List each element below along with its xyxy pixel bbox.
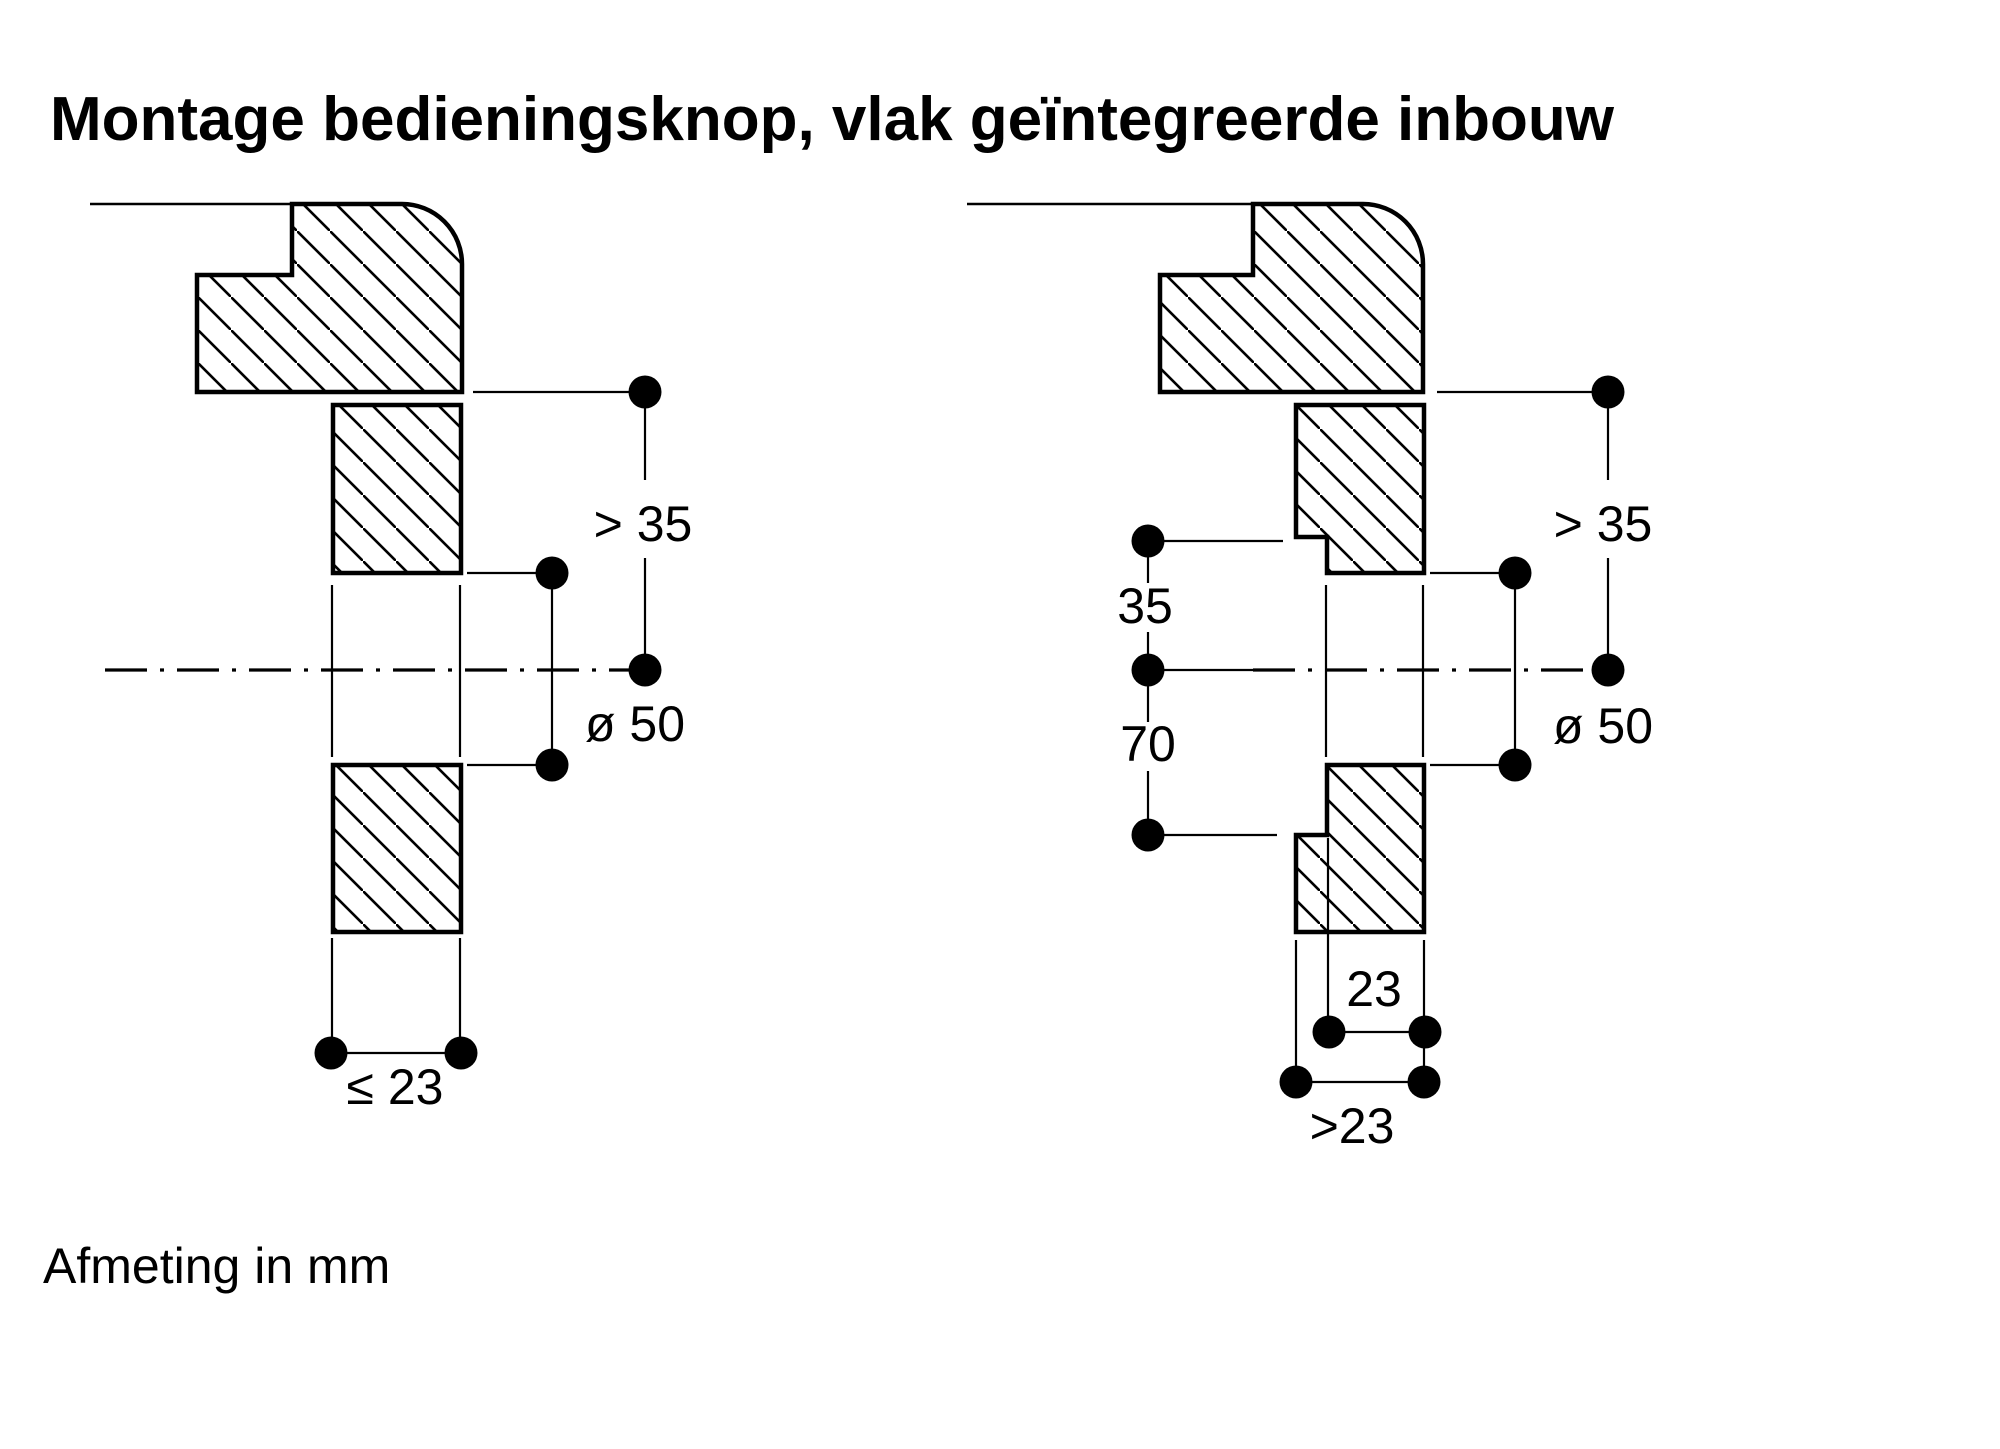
right-dim-diameter-label: ø 50 — [1552, 698, 1654, 754]
dim-dot — [315, 1037, 348, 1070]
right-dim-depth-label: > 35 — [1553, 496, 1653, 552]
dim-dot — [629, 654, 662, 687]
right-dim-inner-thickness-label: 23 — [1346, 961, 1402, 1017]
dim-dot — [445, 1037, 478, 1070]
right-dim-step-bottom-label: 70 — [1120, 716, 1176, 772]
right-dim-depth — [1437, 376, 1652, 687]
dim-dot — [1409, 1016, 1442, 1049]
dim-dot — [1132, 819, 1165, 852]
dim-dot — [1592, 376, 1625, 409]
left-dim-depth-label: > 35 — [593, 496, 693, 552]
left-panel-cross-section — [197, 204, 462, 392]
dim-dot — [1132, 525, 1165, 558]
left-upper-wall-block — [333, 405, 461, 573]
right-panel-cross-section — [1160, 204, 1423, 392]
right-lower-wall-block — [1296, 765, 1424, 932]
dim-dot — [629, 376, 662, 409]
dim-dot — [1280, 1066, 1313, 1099]
right-dim-step-top-label: 35 — [1117, 578, 1173, 634]
left-dim-thickness — [315, 938, 478, 1115]
dim-dot — [1132, 654, 1165, 687]
right-dim-outer-thickness-label: >23 — [1309, 1098, 1395, 1154]
dim-dot — [1408, 1066, 1441, 1099]
left-dim-diameter-label: ø 50 — [584, 696, 686, 752]
left-dim-depth — [473, 376, 692, 687]
page-title: Montage bedieningsknop, vlak geïntegreerde inbouw — [50, 85, 1614, 154]
right-upper-wall-block — [1296, 405, 1424, 573]
left-dim-thickness-label: ≤ 23 — [346, 1059, 444, 1115]
units-note: Afmeting in mm — [43, 1238, 391, 1294]
dim-dot — [1313, 1016, 1346, 1049]
left-lower-wall-block — [333, 765, 461, 932]
right-diagram — [967, 204, 1653, 1154]
left-diagram — [90, 204, 692, 1115]
dim-dot — [1592, 654, 1625, 687]
right-dim-steps — [1117, 525, 1283, 852]
